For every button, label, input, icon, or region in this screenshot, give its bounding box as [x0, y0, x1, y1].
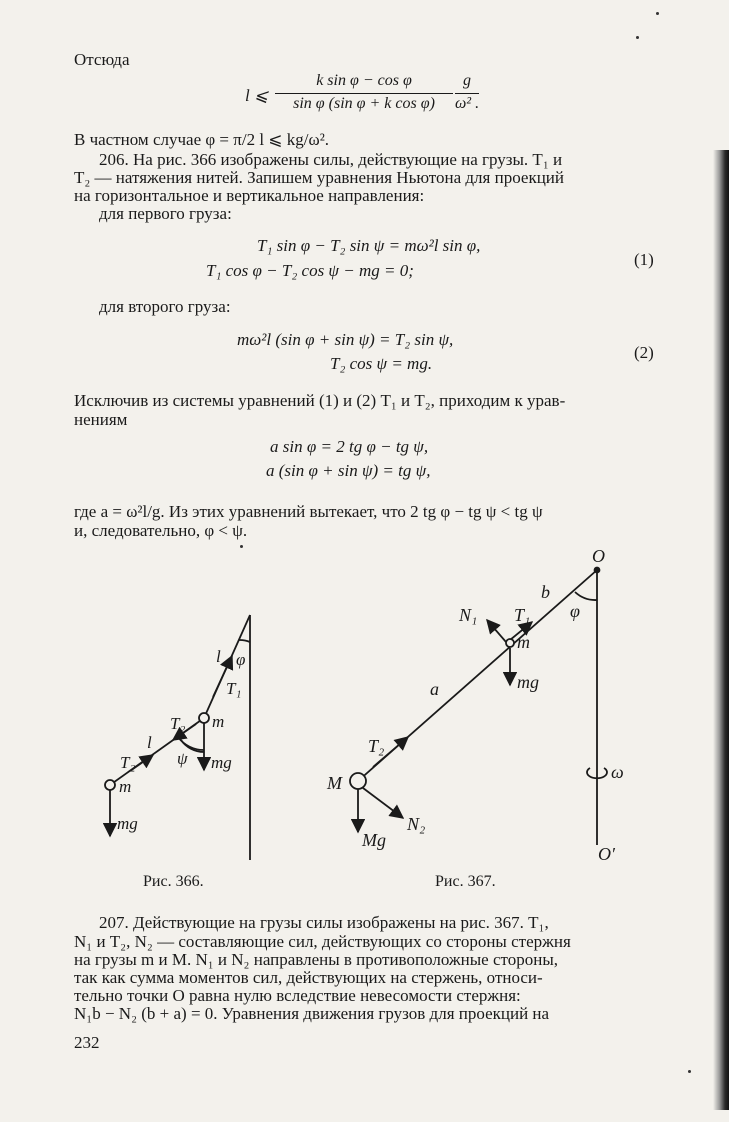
- label-omega: ω: [611, 762, 624, 782]
- problem-206-line: 206. На рис. 366 изображены силы, действующие на грузы. T₁ и: [99, 150, 563, 169]
- label-l-top: l: [216, 647, 221, 666]
- problem-207-line: тельно точки O равна нулю вследствие невесомости стержня:: [74, 986, 521, 1005]
- problem-206-line: T₂ — натяжения нитей. Запишем уравнения Ньютона для проекций: [74, 168, 565, 187]
- label-O: O: [592, 546, 605, 566]
- problem-207-line: так как сумма моментов сил, действующих на стержень, относи-: [74, 968, 543, 987]
- label-T2-upper: T₂: [170, 714, 186, 733]
- label-O-prime: O′: [598, 844, 615, 864]
- problem-206-line: и, следовательно, φ < ψ.: [74, 521, 248, 540]
- problem-207-line: N₁ и T₂, N₂ — составляющие сил, действующих со стороны стержня: [74, 932, 571, 951]
- formula-numerator-g: g: [463, 72, 471, 89]
- formula-denominator-omega: ω² .: [455, 95, 480, 112]
- label-l-mid: l: [147, 733, 152, 752]
- equation-2a: mω²l (sin φ + sin ψ) = T₂ sin ψ,: [237, 330, 454, 349]
- label-T2-367: T₂: [368, 736, 385, 756]
- equation-2b: T₂ cos ψ = mg.: [330, 354, 433, 373]
- label-m-367: m: [517, 632, 530, 652]
- N2-arrow: [363, 788, 403, 818]
- problem-206-line: нениям: [74, 410, 128, 429]
- label-M: M: [327, 773, 342, 793]
- page-number: 232: [74, 1033, 100, 1052]
- text-line: В частном случае φ = π/2 l ⩽ kg/ω².: [74, 130, 330, 149]
- scan-speck: [240, 545, 243, 548]
- figure-367-caption: Рис. 367.: [435, 873, 496, 890]
- mass-m-367: [506, 639, 514, 647]
- pivot-O: [595, 568, 600, 573]
- problem-207-line: 207. Действующие на грузы силы изображены на рис. 367. T₁,: [99, 913, 549, 932]
- label-Mg: Mg: [362, 830, 386, 850]
- label-N1: N₁: [459, 605, 478, 625]
- label-T2-lower: T₂: [120, 753, 136, 772]
- equation-1b: T₁ cos φ − T₂ cos ψ − mg = 0;: [206, 261, 414, 280]
- mass-upper: [199, 713, 209, 723]
- label-b: b: [541, 582, 550, 602]
- label-N2: N₂: [407, 814, 426, 834]
- problem-206-line: где a = ω²l/g. Из этих уравнений вытекает, что 2 tg φ − tg ψ < tg ψ: [74, 502, 543, 521]
- scan-speck: [656, 12, 659, 15]
- label-m-upper: m: [212, 712, 225, 731]
- formula-numerator: k sin φ − cos φ: [316, 72, 412, 89]
- problem-207-line: на грузы m и M. N₁ и N₂ направлены в противоположные стороны,: [74, 950, 558, 969]
- figure-367: [350, 568, 607, 846]
- label-mg-upper: mg: [211, 753, 232, 772]
- phi-arc-366: [239, 640, 250, 642]
- mass-M: [350, 773, 366, 789]
- problem-206-line: Исключив из системы уравнений (1) и (2) T₁ и T₂, приходим к урав-: [74, 391, 566, 410]
- label-a: a: [430, 679, 439, 699]
- label-m-lower: m: [119, 777, 132, 796]
- text-line: Отсюда: [74, 50, 130, 69]
- problem-207-line: N₁b − N₂ (b + a) = 0. Уравнения движения грузов для проекций на: [74, 1004, 550, 1023]
- equation-1a: T₁ sin φ − T₂ sin ψ = mω²l sin φ,: [257, 236, 481, 255]
- N1-arrow: [487, 620, 506, 642]
- equation-3a: a sin φ = 2 tg φ − tg ψ,: [270, 437, 429, 456]
- label-mg-367: mg: [517, 672, 539, 692]
- problem-206-line: на горизонтальное и вертикальное направления:: [74, 186, 425, 205]
- label-phi-367: φ: [570, 601, 580, 621]
- scan-speck: [688, 1070, 691, 1073]
- formula-denominator: sin φ (sin φ + k cos φ): [293, 95, 435, 112]
- equation-number-1: (1): [634, 250, 654, 269]
- equation-3b: a (sin φ + sin ψ) = tg ψ,: [266, 461, 431, 480]
- label-psi: ψ: [177, 749, 188, 768]
- label-T1-367: T₁: [514, 605, 531, 625]
- mass-lower: [105, 780, 115, 790]
- scan-speck: [636, 36, 639, 39]
- equation-number-2: (2): [634, 343, 654, 362]
- problem-206-line: для второго груза:: [99, 297, 231, 316]
- label-phi-366: φ: [236, 650, 246, 669]
- problem-206-line: для первого груза:: [99, 204, 232, 223]
- phi-arc-367: [575, 592, 597, 600]
- label-mg-lower: mg: [117, 814, 138, 833]
- label-T1-366: T₁: [226, 679, 242, 698]
- formula-lhs: l ⩽: [245, 86, 269, 105]
- figure-366-caption: Рис. 366.: [143, 873, 204, 890]
